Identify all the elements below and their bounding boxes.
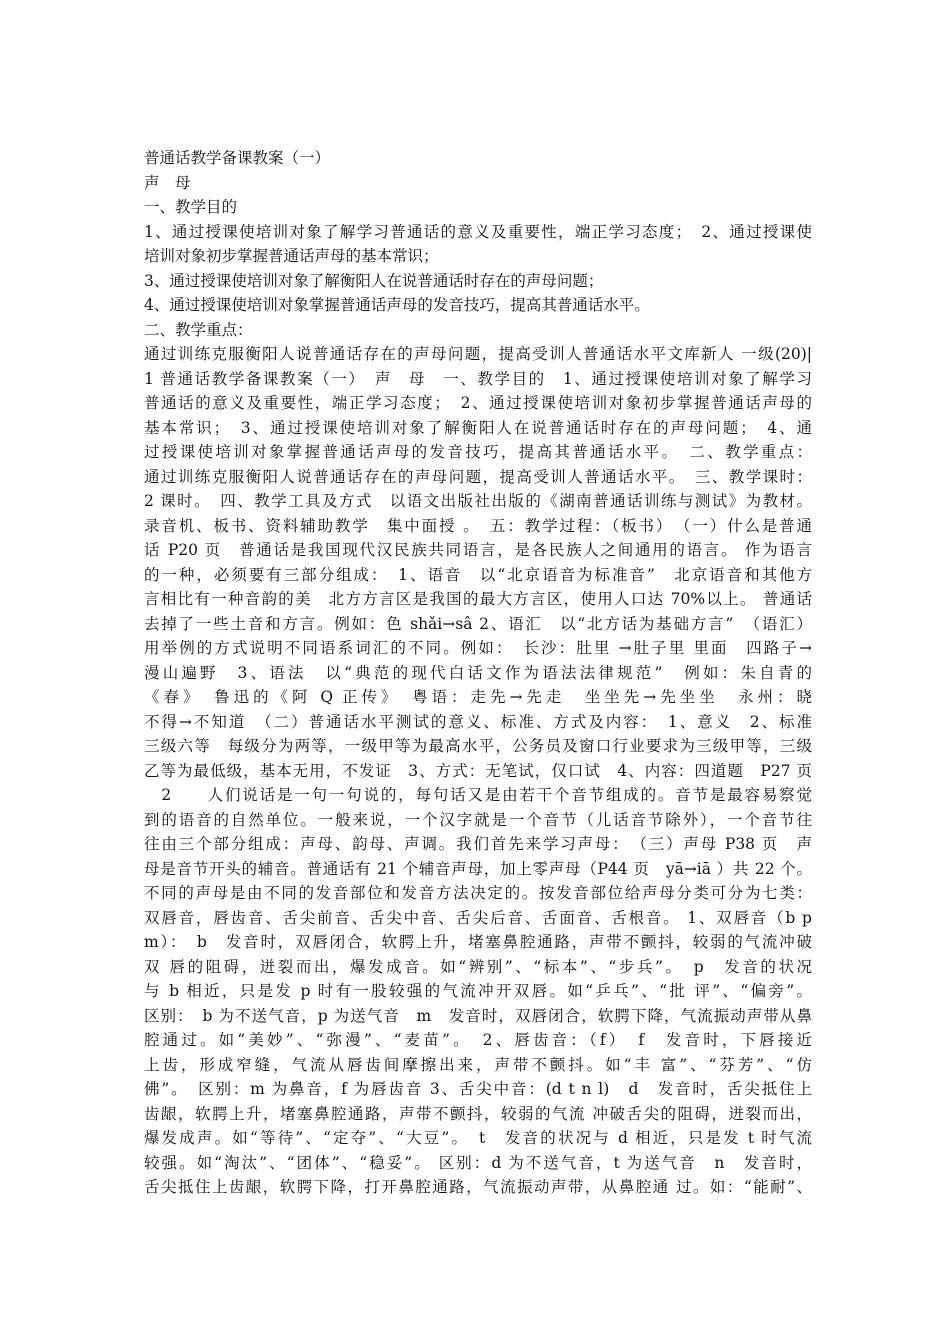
text-line: 到的语音的自然单位。一般来说，一个汉字就是一个音节（儿话音节除外），一个音节往 (144, 810, 812, 829)
text-line: 话 P20 页 普通话是我国现代汉民族共同语言，是各民族人之间通用的语言。 作为语言 (144, 541, 812, 559)
text-line: 2 人们说话是一句一句说的，每句话又是由若干个音节组成的。音节是最容易察觉 (144, 786, 812, 804)
text-line: 1 普通话教学备课教案（一） 声 母 一、教学目的 1、通过授课使培训对象了解学习 (144, 369, 812, 388)
document-title: 普通话教学备课教案（一） (144, 149, 331, 167)
text-line: 区别： b 为不送气音，p 为送气音 m 发音时，双唇闭合，软腭下降，气流振动声带从鼻 (144, 1006, 812, 1025)
document-page (144, 146, 812, 1200)
text-line: 基本常识； 3、通过授课使培训对象了解衡阳人在说普通话时存在的声母问题； 4、通 (144, 418, 812, 437)
text-line: 双 唇的阻碍，迸裂而出，爆发成音。如“辨别”、“标本”、“步兵”。 p 发音的状况 (144, 957, 812, 976)
text-line: 乙等为最低级，基本无用，不发证 3、方式：无笔试，仅口试 4、内容：四道题 P27 页 (144, 761, 812, 780)
text-line: 不得→不知道 （二）普通话水平测试的意义、标准、方式及内容： 1、意义 2、标准 (144, 712, 812, 731)
text-line: 齿龈，软腭上升，堵塞鼻腔通路，声带不颤抖，较弱的气流 冲破舌尖的阻碍，迸裂而出， (144, 1104, 812, 1123)
text-line: 1、通过授课使培训对象了解学习普通话的意义及重要性，端正学习态度； 2、通过授课使 (144, 222, 812, 241)
text-line: 一、教学目的 (144, 198, 238, 216)
text-line: 《春》 鲁迅的《阿 Q 正传》 粤语：走先→先走 坐坐先→先坐坐 永州：晓 (144, 688, 812, 706)
text-line: 与 b 相近，只是发 p 时有一股较强的气流冲开双唇。如“乒乓”、“批 评”、“偏旁”。 (144, 982, 812, 1000)
text-line: m）： b 发音时，双唇闭合，软腭上升，堵塞鼻腔通路，声带不颤抖，较弱的气流冲破 (144, 933, 812, 951)
text-line: 过授课使培训对象掌握普通话声母的发音技巧，提高其普通话水平。 二、教学重点： (144, 443, 812, 461)
text-line: 的一种，必须要有三部分组成： 1、语音 以“北京语音为标准音” 北京语音和其他方 (144, 565, 812, 584)
text-line: 言相比有一种音韵的美 北方方言区是我国的最大方言区，使用人口达 70%以上。 普通话 (144, 590, 812, 608)
text-line: 通过训练克服衡阳人说普通话存在的声母问题，提高受训人普通话水平文库新人 一级(20)| (144, 345, 812, 363)
text-line: 佛”。 区别：m 为鼻音，f 为唇齿音 3、舌尖中音：(d t n l) d 发音时，舌尖抵住上 (144, 1080, 812, 1098)
text-line: 往由三个部分组成：声母、韵母、声调。我们首先来学习声母： （三）声母 P38 页 声 (144, 835, 812, 853)
text-line: 培训对象初步掌握普通话声母的基本常识； (144, 247, 439, 265)
text-line: 母是音节开头的辅音。普通话有 21 个辅音声母，加上零声母（P44 页 yā→iā ）共 22 个。 (144, 859, 812, 878)
text-line: 较强。如“淘汰”、“团体”、“稳妥”。 区别：d 为不送气音，t 为送气音 n 发音时， (144, 1153, 812, 1172)
text-line: 声 母 (144, 173, 191, 192)
text-line: 三级六等 每级分为两等，一级甲等为最高水平，公务员及窗口行业要求为三级甲等，三级 (144, 737, 812, 755)
text-line: 爆发成声。如“等待”、“定夺”、“大豆”。 t 发音的状况与 d 相近，只是发 t 时气流 (144, 1129, 812, 1147)
text-line: 3、通过授课使培训对象了解衡阳人在说普通话时存在的声母问题； (144, 271, 604, 290)
text-line: 漫山遍野 3、语法 以“典范的现代白话文作为语法法律规范” 例如：朱自青的 (144, 663, 812, 682)
text-line: 去掉了一些土音和方言。例如：色 shǎi→sâ 2、语汇 以“北方话为基础方言” （语汇） (144, 614, 812, 633)
text-line: 录音机、板书、资料辅助教学 集中面授 。 五：教学过程：（板书） （一）什么是普通 (144, 516, 812, 535)
text-line: 4、通过授课使培训对象掌握普通话声母的发音技巧，提高其普通话水平。 (144, 296, 650, 314)
text-line: 通过训练克服衡阳人说普通话存在的声母问题，提高受训人普通话水平。 三、教学课时： (144, 467, 812, 486)
text-line: 二、教学重点： (144, 320, 253, 339)
text-line: 双唇音，唇齿音、舌尖前音、舌尖中音、舌尖后音、舌面音、舌根音。 1、双唇音（b p (144, 908, 812, 927)
text-line: 普通话的意义及重要性，端正学习态度； 2、通过授课使培训对象初步掌握普通话声母的 (144, 394, 812, 412)
text-line: 2 课时。 四、教学工具及方式 以语文出版社出版的《湖南普通话训练与测试》为教材。 (144, 492, 812, 510)
text-line: 用举例的方式说明不同语系词汇的不同。例如： 长沙：肚里 →肚子里 里面 四路子→ (144, 639, 812, 657)
text-line: 腔通过。如“美妙”、“弥漫”、“麦苗”。 2、唇齿音：（f） f 发音时，下唇接近 (144, 1031, 812, 1049)
text-line: 不同的声母是由不同的发音部位和发音方法决定的。按发音部位给声母分类可分为七类： (144, 884, 812, 902)
text-line: 舌尖抵住上齿龈，软腭下降，打开鼻腔通路，气流振动声带，从鼻腔通 过。如：“能耐”、 (144, 1178, 812, 1196)
text-line: 上齿，形成窄缝，气流从唇齿间摩擦出来，声带不颤抖。如“丰 富”、“芬芳”、“仿 (144, 1055, 812, 1074)
